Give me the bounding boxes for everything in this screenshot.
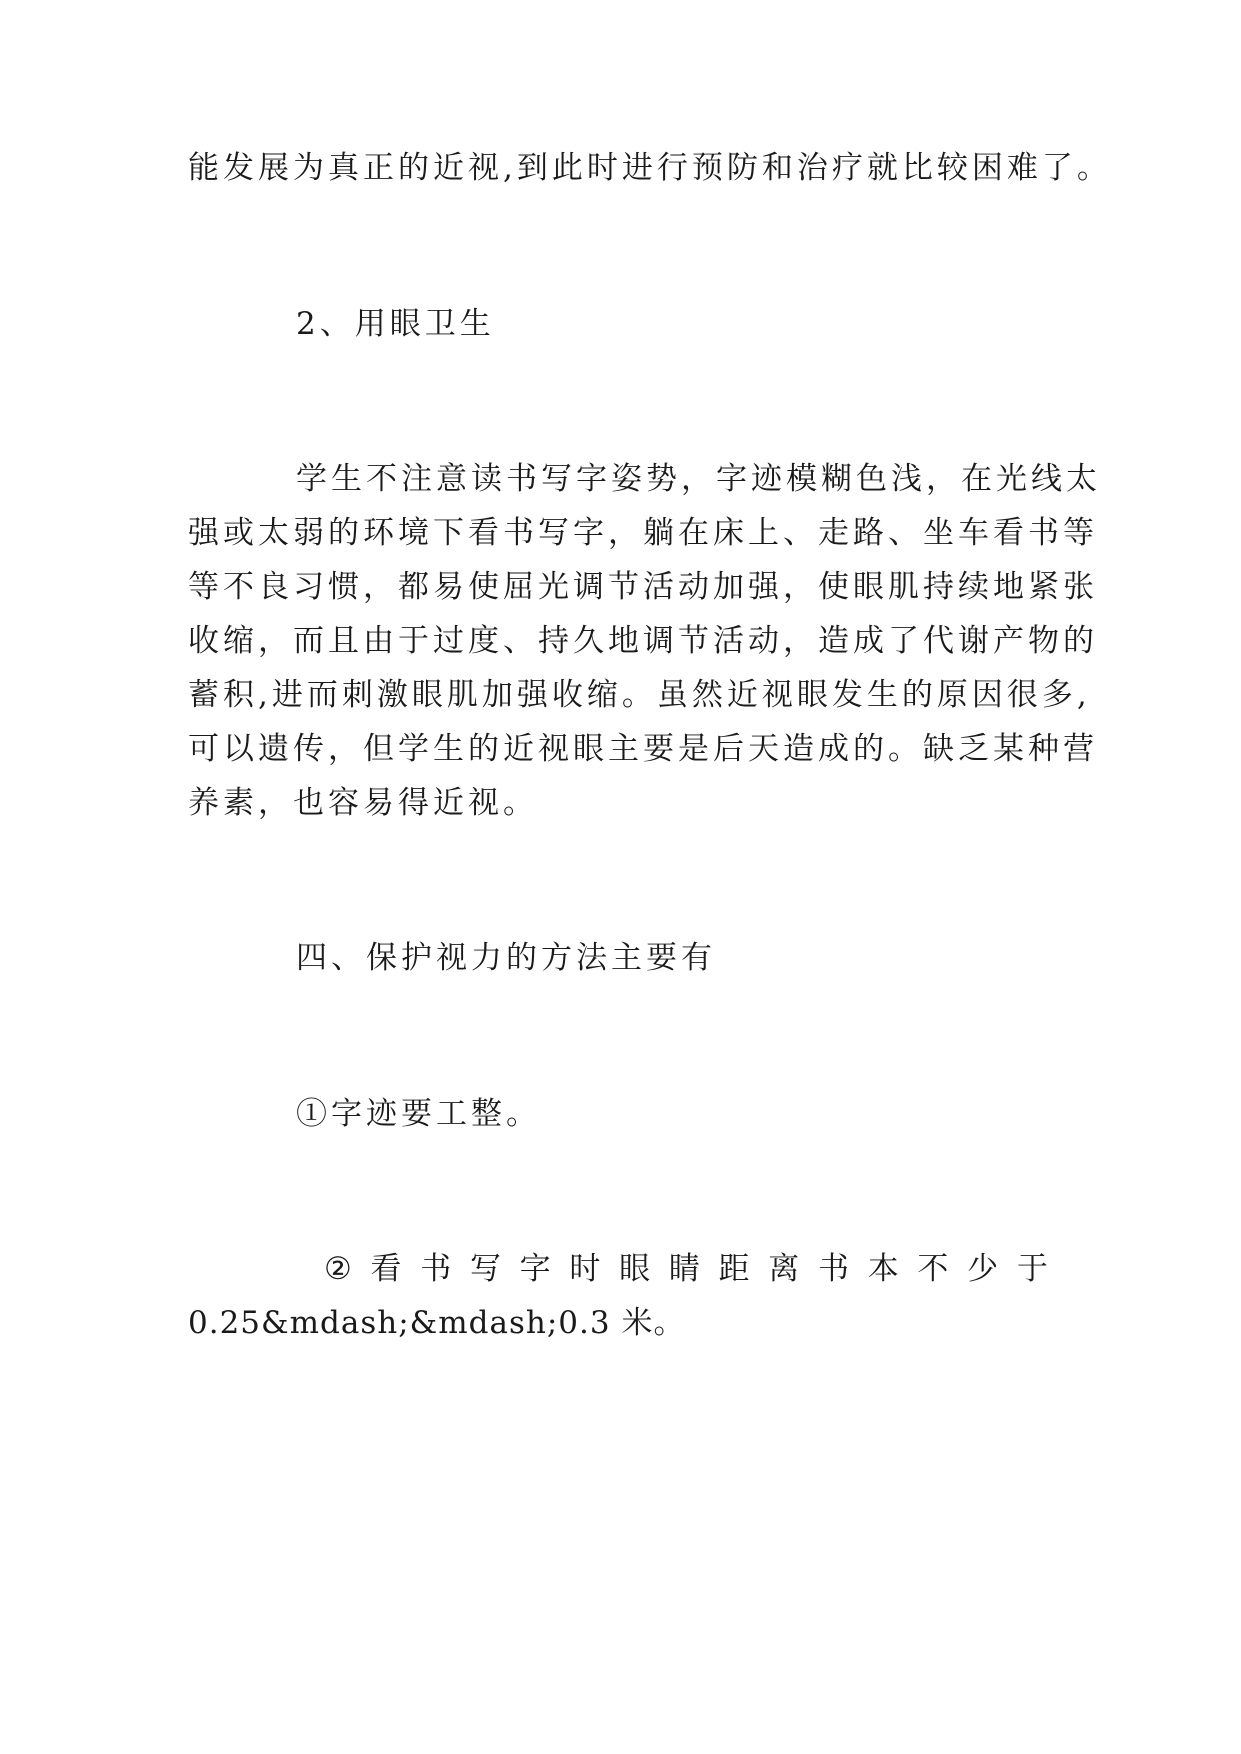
list-item-char: 眼: [619, 1251, 651, 1287]
list-item-char: 写: [469, 1251, 501, 1287]
paragraph-line: 收缩，而且由于过度、持久地调节活动，造成了代谢产物的: [188, 623, 1098, 659]
list-item: ①字迹要工整。: [296, 1096, 541, 1132]
paragraph-line: 等不良习惯，都易使屈光调节活动加强，使眼肌持续地紧张: [188, 569, 1098, 605]
paragraph-line: 养素，也容易得近视。: [188, 785, 538, 821]
list-item-char: 本: [867, 1251, 899, 1287]
paragraph-line: 蓄积,进而刺激眼肌加强收缩。虽然近视眼发生的原因很多,: [188, 677, 1091, 713]
list-item-spread-line: [324, 1249, 1048, 1289]
list-item-char: 字: [519, 1251, 551, 1287]
section-heading-vision-protection: 四、保护视力的方法主要有: [296, 940, 716, 976]
list-item-char: 时: [569, 1251, 601, 1287]
list-item-continuation: 0.25&mdash;&mdash;0.3 米。: [188, 1305, 686, 1341]
list-item-char: 不: [917, 1251, 949, 1287]
list-item-char: 看: [370, 1251, 402, 1287]
paragraph-line: 强或太弱的环境下看书写字，躺在床上、走路、坐车看书等: [188, 515, 1098, 551]
list-item-char: ②: [324, 1251, 352, 1287]
list-item-char: 书: [420, 1251, 452, 1287]
paragraph-line: 能发展为真正的近视,到此时进行预防和治疗就比较困难了。: [188, 150, 1112, 186]
list-item-char: 于: [1016, 1251, 1048, 1287]
list-item-char: 睛: [668, 1251, 700, 1287]
section-heading-eye-hygiene: 2、用眼卫生: [296, 306, 495, 342]
list-item-char: 离: [768, 1251, 800, 1287]
paragraph-line: 可以遗传，但学生的近视眼主要是后天造成的。缺乏某种营: [188, 731, 1098, 767]
list-item-char: 少: [967, 1251, 999, 1287]
list-item-char: 书: [817, 1251, 849, 1287]
paragraph-line: 学生不注意读书写字姿势，字迹模糊色浅，在光线太: [296, 461, 1101, 497]
list-item-char: 距: [718, 1251, 750, 1287]
